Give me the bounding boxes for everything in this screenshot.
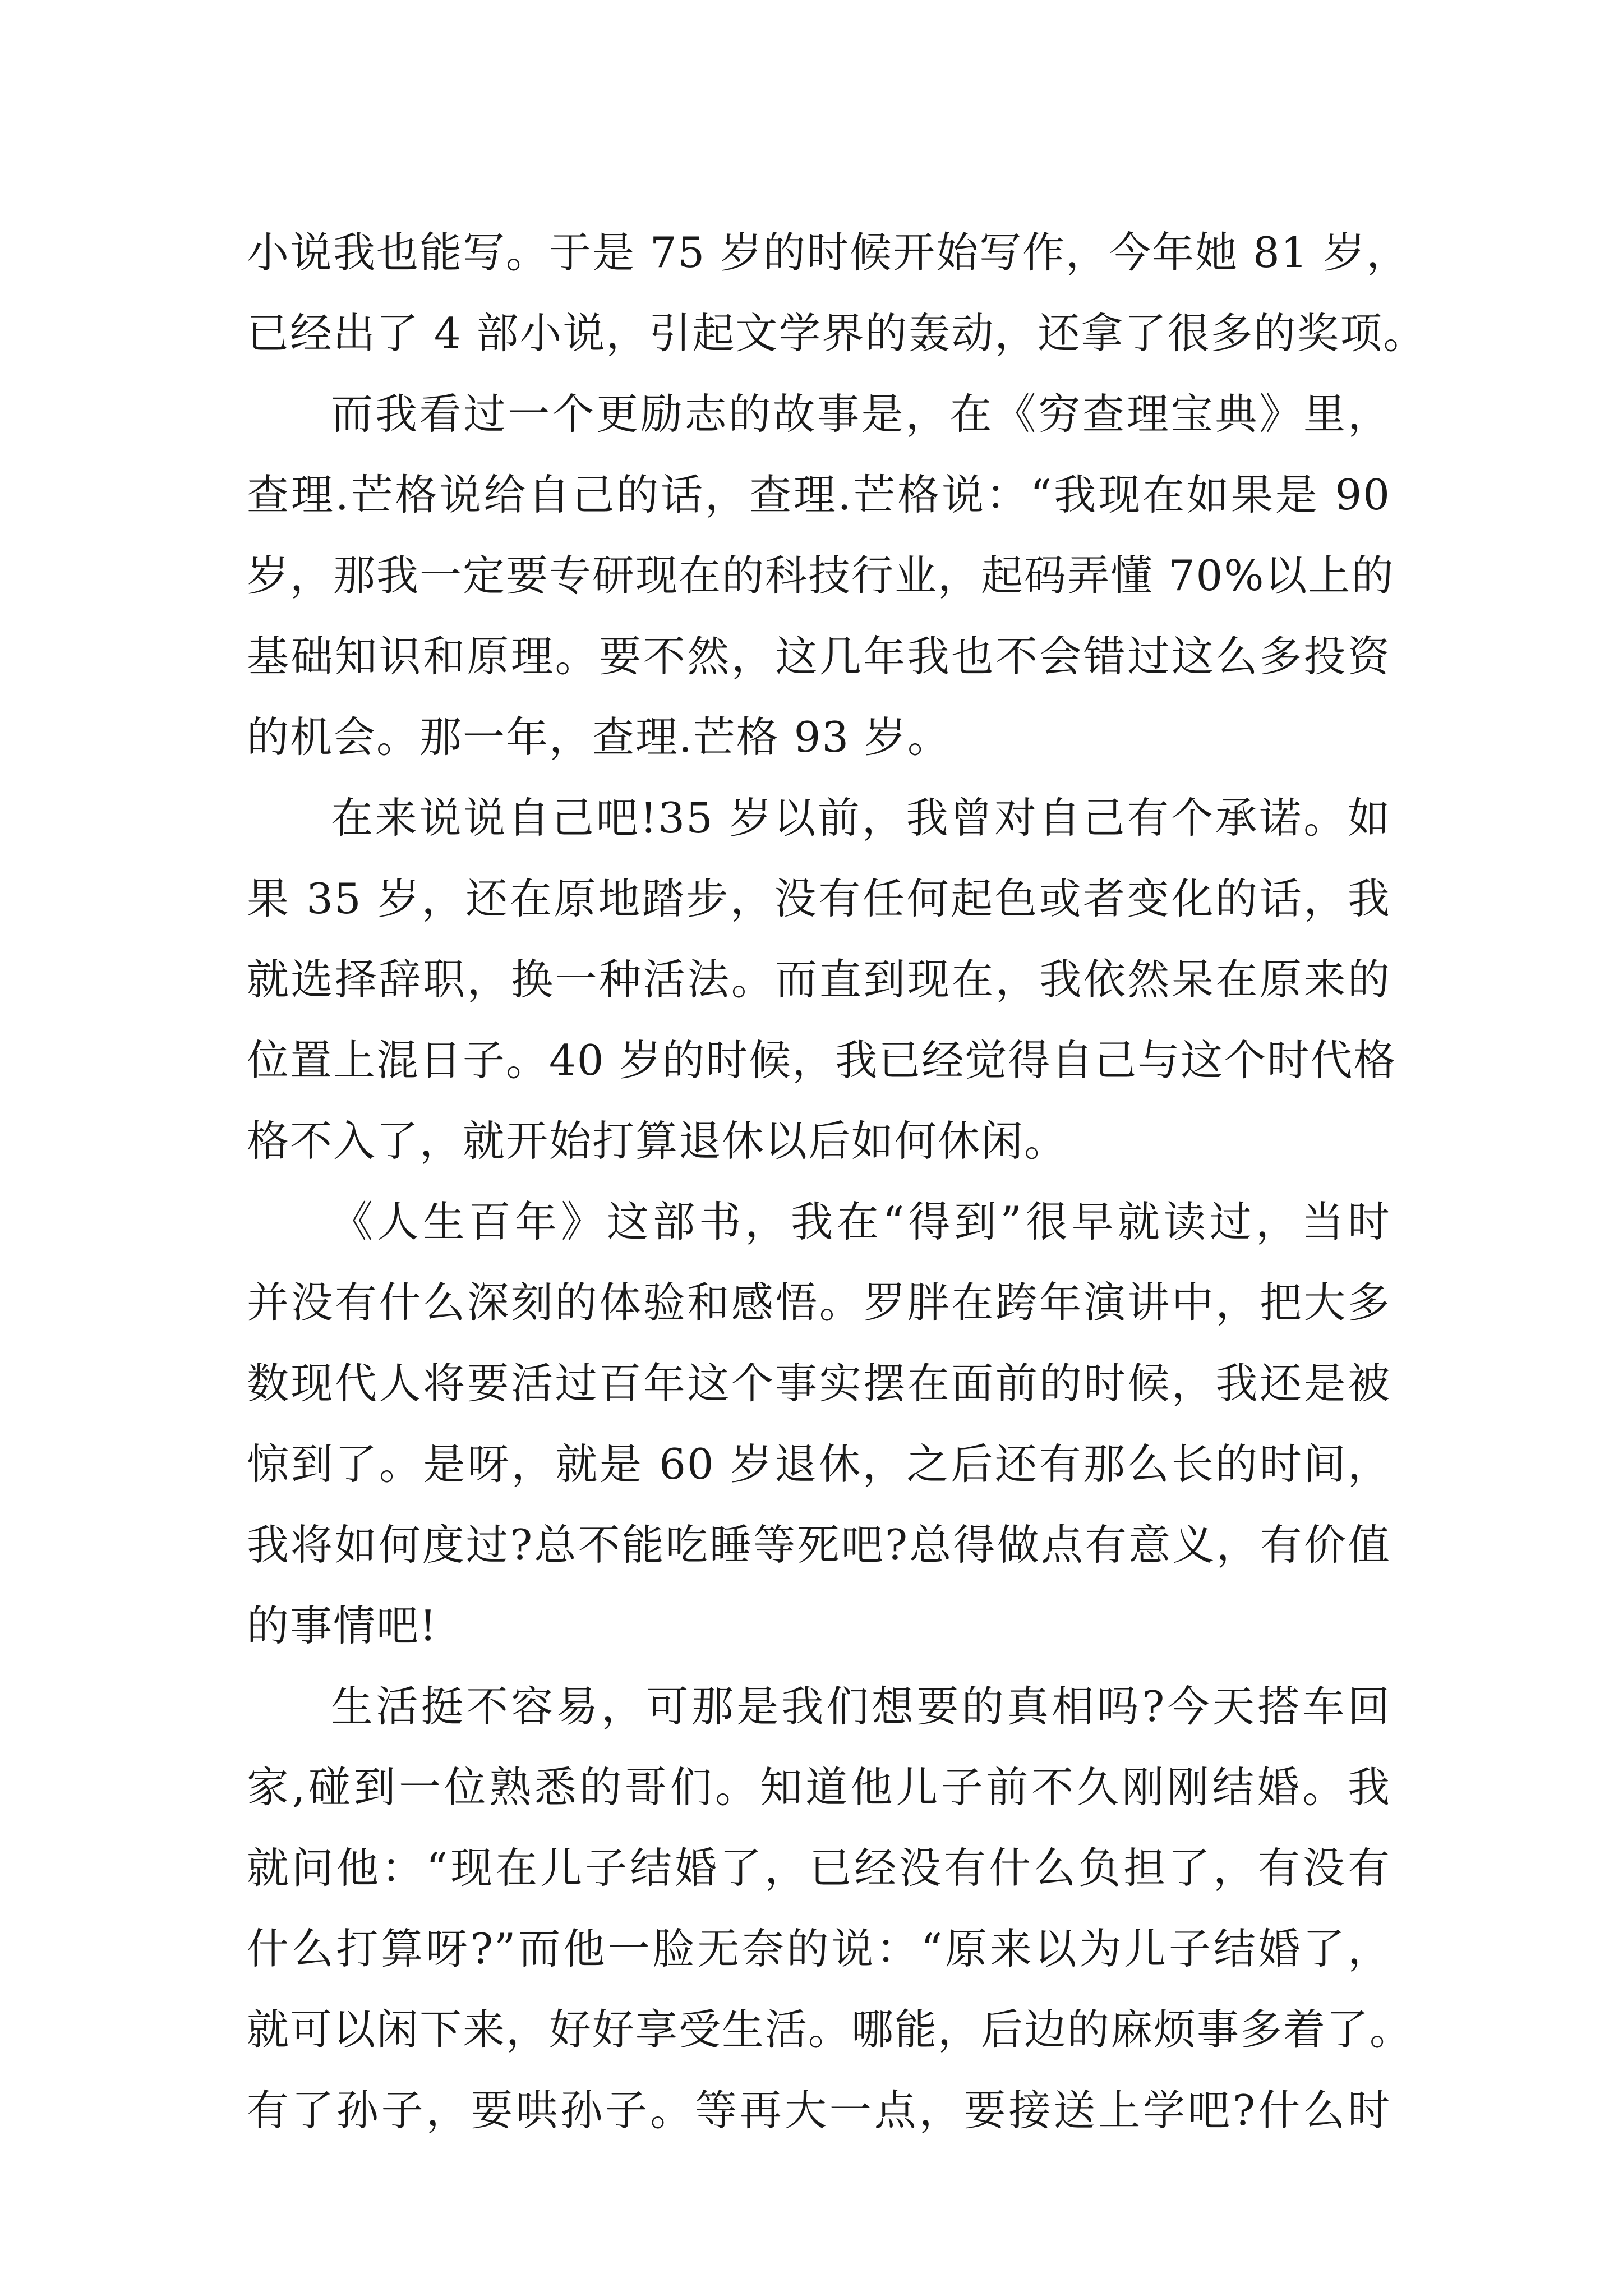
text-line: 就问他：“现在儿子结婚了，已经没有什么负担了，有没有 (247, 1843, 1391, 1893)
text-line: 我将如何度过?总不能吃睡等死吧?总得做点有意义，有价值 (247, 1520, 1391, 1570)
text-line: 数现代人将要活过百年这个事实摆在面前的时候，我还是被 (247, 1359, 1391, 1408)
text-line: 小说我也能写。于是 75 岁的时候开始写作，今年她 81 岁， (247, 228, 1410, 277)
text-line: 的事情吧! (247, 1601, 438, 1650)
text-line: 惊到了。是呀，就是 60 岁退休，之后还有那么长的时间， (247, 1439, 1391, 1489)
text-line: 什么打算呀?”而他一脸无奈的说：“原来以为儿子结婚了， (247, 1924, 1391, 1973)
paragraph-first-line: 在来说说自己吧!35 岁以前，我曾对自己有个承诺。如 (331, 793, 1391, 843)
text-line: 就选择辞职，换一种活法。而直到现在，我依然呆在原来的 (247, 955, 1391, 1004)
text-line: 岁，那我一定要专研现在的科技行业，起码弄懂 70%以上的 (247, 551, 1395, 600)
text-line: 就可以闲下来，好好享受生活。哪能，后边的麻烦事多着了。 (247, 2005, 1413, 2054)
text-line: 并没有什么深刻的体验和感悟。罗胖在跨年演讲中，把大多 (247, 1278, 1391, 1327)
text-line: 已经出了 4 部小说，引起文学界的轰动，还拿了很多的奖项。 (247, 309, 1427, 358)
text-line: 位置上混日子。40 岁的时候，我已经觉得自己与这个时代格 (247, 1036, 1397, 1085)
text-line: 果 35 岁，还在原地踏步，没有任何起色或者变化的话，我 (247, 874, 1391, 923)
text-line: 查理.芒格说给自己的话，查理.芒格说：“我现在如果是 90 (247, 470, 1391, 519)
text-line: 有了孙子，要哄孙子。等再大一点，要接送上学吧?什么时 (247, 2086, 1391, 2135)
text-line: 的机会。那一年，查理.芒格 93 岁。 (247, 712, 951, 762)
text-line: 格不入了，就开始打算退休以后如何休闲。 (247, 1116, 1068, 1166)
body-text (247, 212, 1427, 2151)
paragraph-first-line: 而我看过一个更励志的故事是，在《穷查理宝典》里， (331, 389, 1391, 439)
text-line: 基础知识和原理。要不然，这几年我也不会错过这么多投资 (247, 632, 1391, 681)
paragraph-first-line: 生活挺不容易，可那是我们想要的真相吗?今天搭车回 (331, 1682, 1391, 1731)
paragraph-first-line: 《人生百年》这部书，我在“得到”很早就读过，当时 (331, 1197, 1391, 1246)
text-line: 家,碰到一位熟悉的哥们。知道他儿子前不久刚刚结婚。我 (247, 1763, 1391, 1812)
